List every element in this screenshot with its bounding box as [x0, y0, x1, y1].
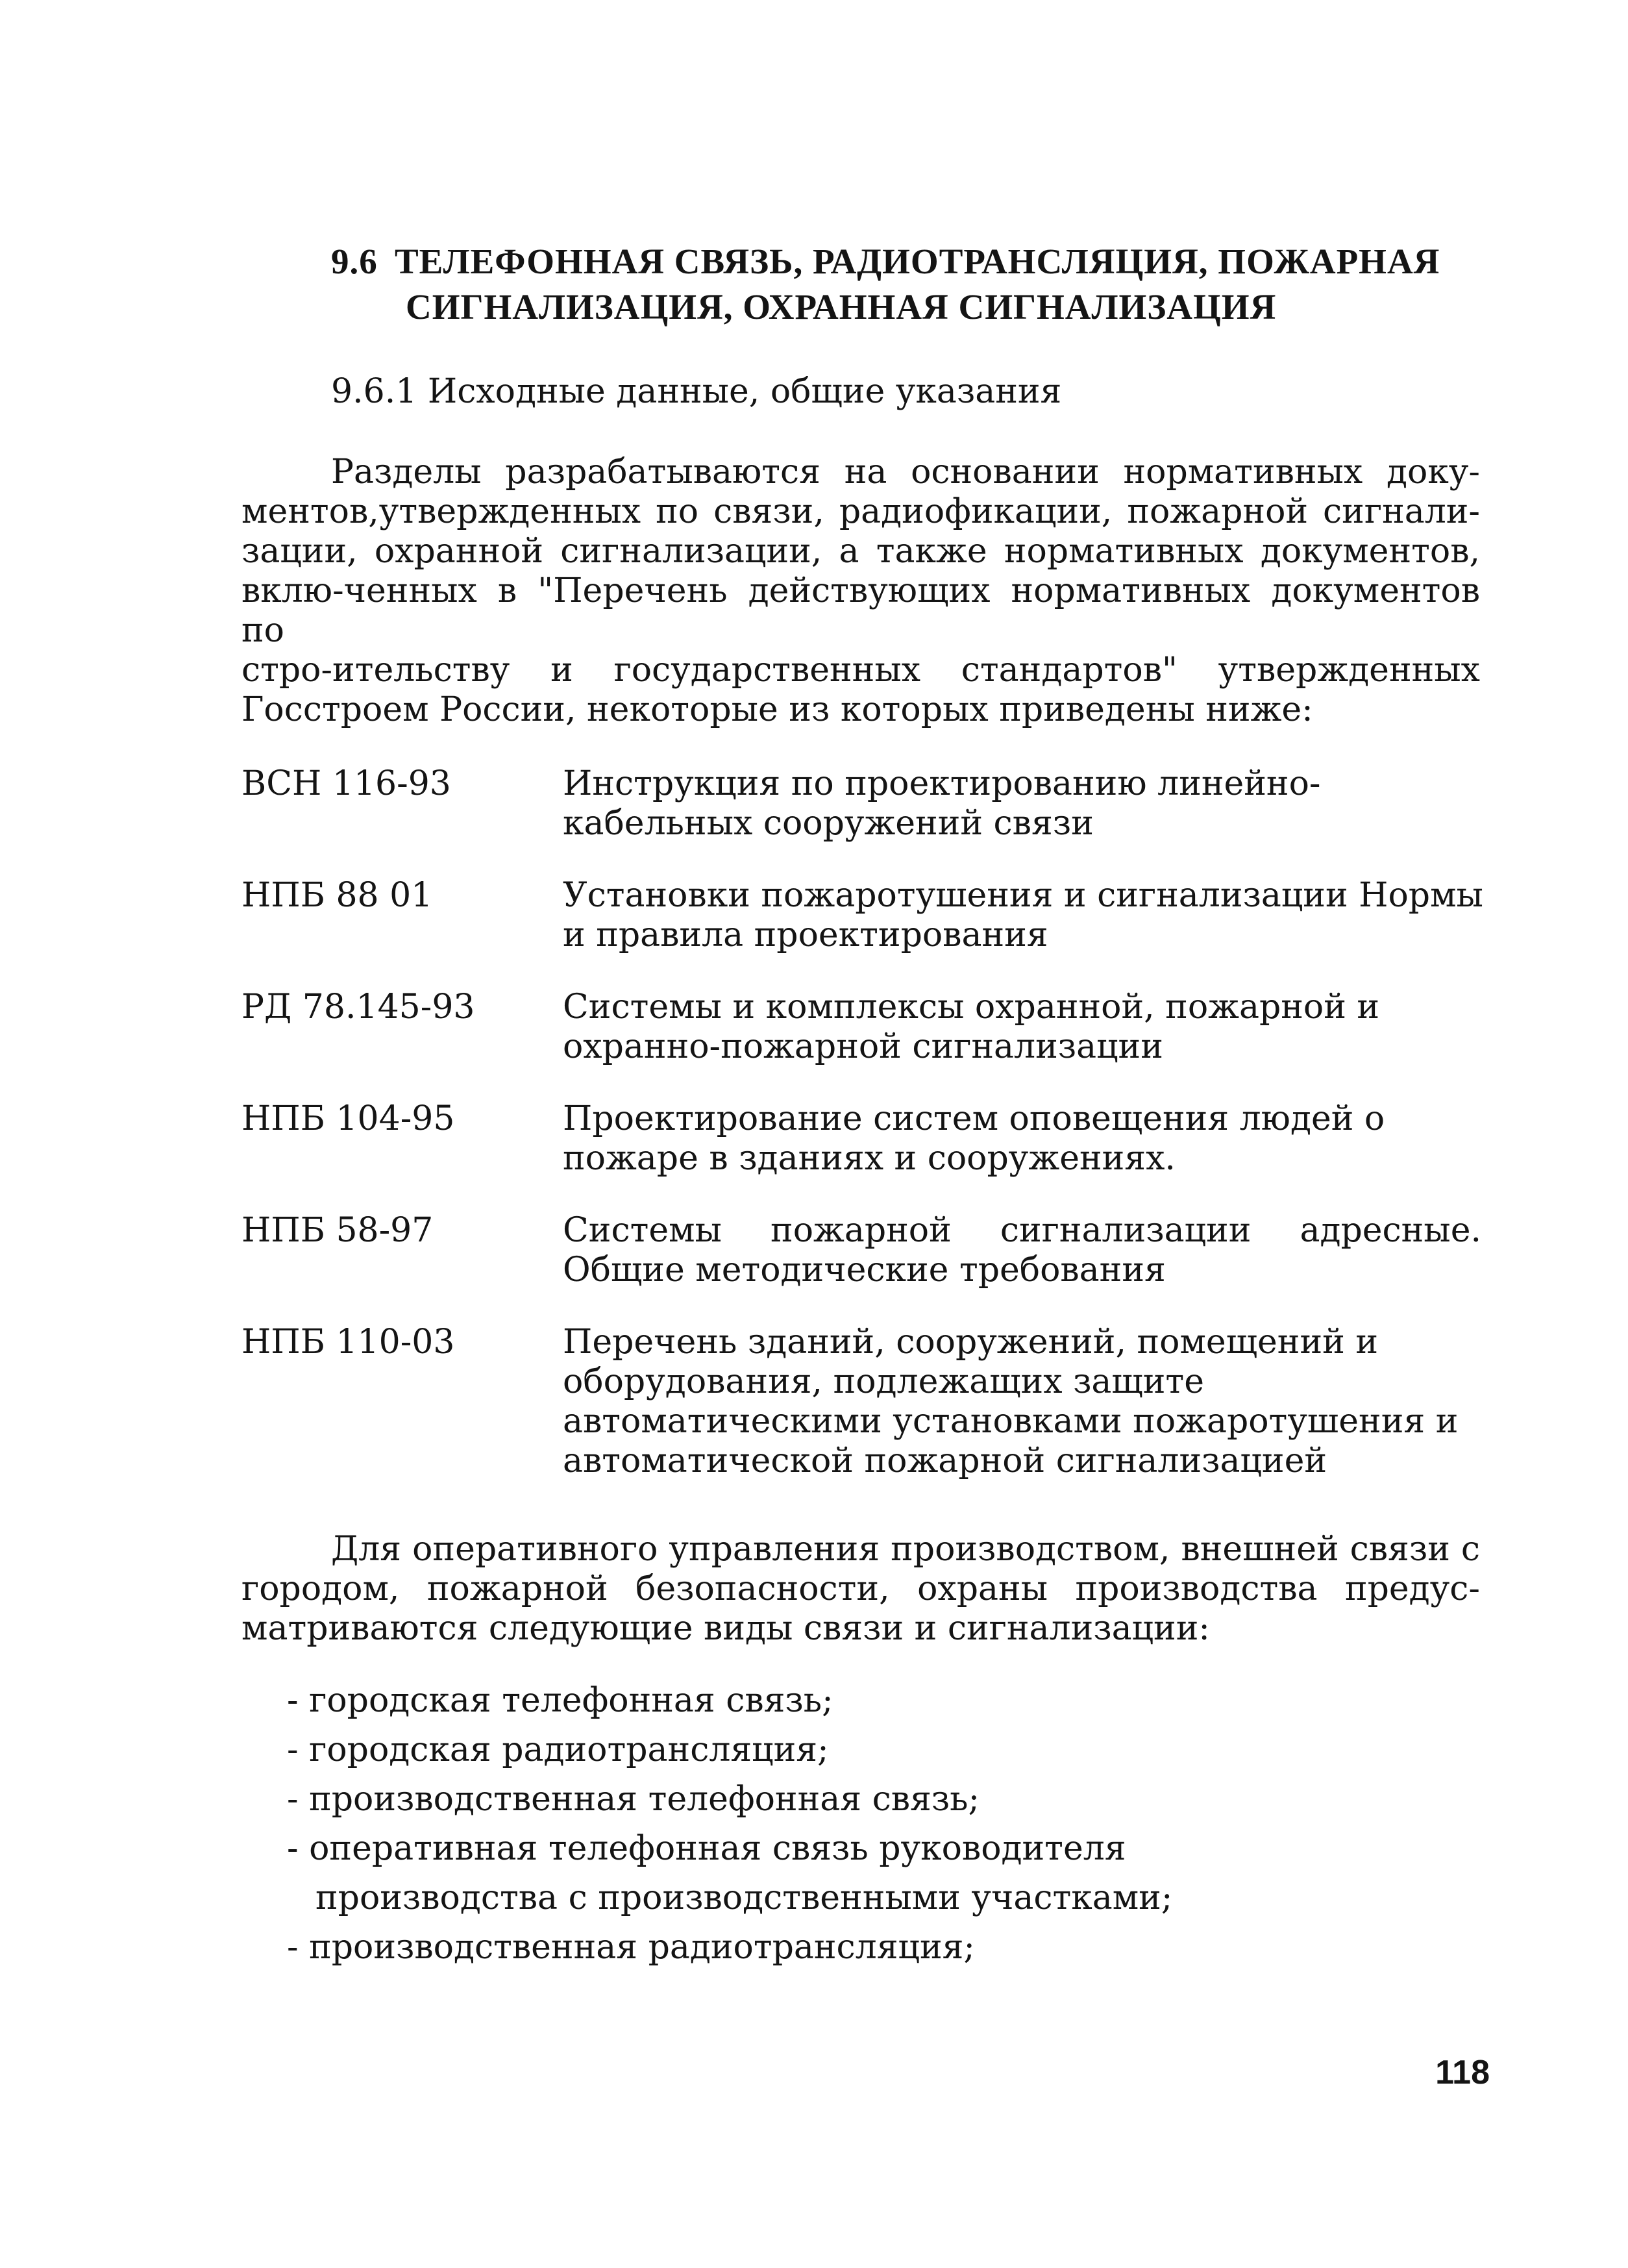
reference-description: [563, 1099, 1481, 1178]
reference-list: [241, 764, 1481, 1514]
second-paragraph-line: Для оперативного управления производством, внешней связи с: [331, 1530, 1480, 1569]
bullet-item: [287, 1775, 1455, 1824]
reference-code: НПБ 110-03: [241, 1323, 455, 1362]
bullet-line: - городская телефонная связь;: [287, 1681, 833, 1720]
intro-paragraph: [241, 453, 1480, 730]
reference-code: РД 78.145-93: [241, 988, 475, 1027]
reference-code: ВСН 116-93: [241, 764, 451, 803]
reference-description-line: Перечень зданий, сооружений, помещений и: [563, 1323, 1378, 1362]
reference-description: [563, 1211, 1481, 1290]
reference-description-line: Системы и комплексы охранной, пожарной и: [563, 988, 1380, 1027]
reference-description-line: автоматическими установками пожаротушения и: [563, 1402, 1459, 1441]
reference-code: НПБ 58-97: [241, 1211, 434, 1250]
second-paragraph-line: матриваются следующие виды связи и сигнализации:: [241, 1609, 1210, 1648]
reference-description-line: оборудования, подлежащих защите: [563, 1362, 1204, 1401]
reference-code: НПБ 104-95: [241, 1099, 455, 1138]
reference-code: НПБ 88 01: [241, 876, 433, 915]
reference-item: [241, 876, 1481, 955]
page-number: 118: [1435, 2054, 1490, 2091]
bullet-line: производства с производственными участками;: [315, 1878, 1173, 1917]
subsection-heading: 9.6.1 Исходные данные, общие указания: [331, 372, 1062, 411]
intro-line: Разделы разрабатываются на основании нормативных доку-: [331, 453, 1480, 492]
reference-description: [563, 876, 1483, 955]
reference-description-line: Установки пожаротушения и сигнализации Нормы: [563, 876, 1483, 915]
bullet-line: - производственная радиотрансляция;: [287, 1928, 975, 1967]
bullet-item: [287, 1923, 1455, 1972]
reference-description-line: Системы пожарной сигнализации адресные.: [563, 1211, 1481, 1250]
reference-description-line: автоматической пожарной сигнализацией: [563, 1441, 1327, 1480]
section-title-line-1: ТЕЛЕФОННАЯ СВЯЗЬ, РАДИОТРАНСЛЯЦИЯ, ПОЖАРНАЯ: [395, 242, 1440, 281]
intro-line: ментов,утвержденных по связи, радиофикации, пожарной сигнали-: [241, 492, 1480, 531]
bullet-line: - производственная телефонная связь;: [287, 1780, 980, 1819]
reference-item: [241, 1323, 1481, 1481]
reference-description-line: Общие методические требования: [563, 1251, 1166, 1290]
bullet-line: - оперативная телефонная связь руководителя: [287, 1829, 1126, 1868]
intro-line: Госстроем России, некоторые из которых приведены ниже:: [241, 690, 1313, 729]
bullet-list: [287, 1676, 1455, 1972]
bullet-item: [287, 1676, 1455, 1725]
section-title-line-2: СИГНАЛИЗАЦИЯ, ОХРАННАЯ СИГНАЛИЗАЦИЯ: [406, 287, 1277, 327]
section-heading: [331, 239, 1499, 330]
intro-line: вклю-ченных в "Перечень действующих нормативных документов по: [241, 571, 1480, 650]
reference-item: [241, 1211, 1481, 1290]
reference-description-line: и правила проектирования: [563, 916, 1048, 954]
reference-description: [563, 988, 1481, 1067]
reference-item: [241, 764, 1481, 843]
reference-description: [563, 764, 1481, 843]
section-number: 9.6: [331, 242, 378, 281]
reference-description-line: кабельных сооружений связи: [563, 804, 1094, 843]
reference-description-line: Инструкция по проектированию линейно-: [563, 764, 1321, 803]
bullet-item: [287, 1725, 1455, 1775]
bullet-line: - городская радиотрансляция;: [287, 1730, 829, 1769]
bullet-item: [287, 1824, 1455, 1923]
reference-description-line: Проектирование систем оповещения людей о: [563, 1099, 1385, 1138]
reference-description: [563, 1323, 1481, 1481]
reference-description-line: пожаре в зданиях и сооружениях.: [563, 1139, 1176, 1178]
reference-item: [241, 1099, 1481, 1178]
intro-line: зации, охранной сигнализации, а также нормативных документов,: [241, 532, 1480, 571]
second-paragraph: [241, 1530, 1480, 1649]
second-paragraph-line: городом, пожарной безопасности, охраны производства предус-: [241, 1569, 1480, 1608]
section-heading-line-1: [331, 239, 1499, 284]
reference-description-line: охранно-пожарной сигнализации: [563, 1027, 1163, 1066]
reference-item: [241, 988, 1481, 1067]
intro-line: стро-ительству и государственных стандартов" утвержденных: [241, 651, 1480, 690]
